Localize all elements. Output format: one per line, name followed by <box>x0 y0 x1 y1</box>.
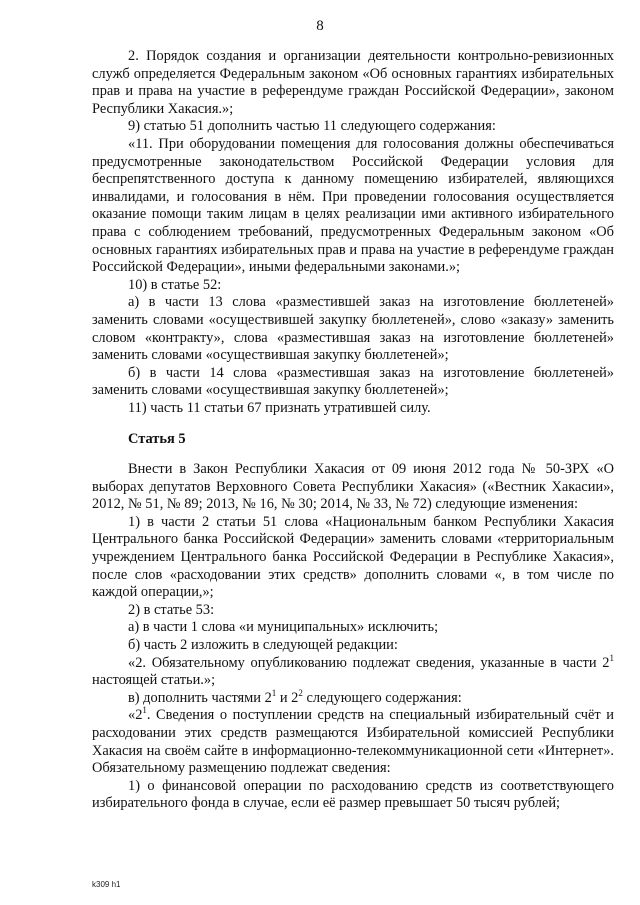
paragraph: а) в части 13 слова «разместившей заказ на изготовление бюллетеней» заменить словами «осуществившей закупку бюллетеней», слово «заказу» заменить словом «контракту», слова «разместившая заказ на изготовление бюллетеней» заменить словами «осуществившая закупку бюллетеней»; <box>92 294 614 364</box>
paragraph: 1) в части 2 статьи 51 слова «Национальным банком Республики Хакасия Центрального банка Российской Федерации» заменить словами «территориальным учреждением Центрального банка Российской Федерации в Республике Хакасия», после слов «расходовании этих средств» дополнить словами «, в том числе по каждой операции,»; <box>92 513 614 601</box>
paragraph: 1) о финансовой операции по расходованию средств из соответствующего избирательного фонда в случае, если её размер превышает 50 тысяч рублей; <box>92 777 614 812</box>
superscript: 1 <box>271 687 277 698</box>
paragraph-part2 <box>92 652 614 690</box>
paragraph: «11. При оборудовании помещения для голосования должны обеспечиваться предусмотренные законодательством Российской Федерации условия для беспрепятственного доступа к данному помещению избирателей, являющихся инвалидами, и голосования в нём. При проведении голосования осуществляется оказание помощи таким лицам в целях реализации ими активного избирательного права с соблюдением требований, предусмотренных Федеральным законом «Об основных гарантиях избирательных прав и права на участие в референдуме граждан Российской Федерации», иными федеральными законами.»; <box>92 135 614 276</box>
paragraph: 2. Порядок создания и организации деятельности контрольно-ревизионных служб определяется Федеральным законом «Об основных гарантиях избирательных прав и права на участие в референдуме граждан Российской Федерации», законом Республики Хакасия.»; <box>92 48 614 117</box>
paragraph: 11) часть 11 статьи 67 признать утратившей силу. <box>128 399 431 416</box>
superscript: 1 <box>609 652 614 663</box>
paragraph: 9) статью 51 дополнить частью 11 следующего содержания: <box>128 118 496 135</box>
page-number: 8 <box>316 18 324 34</box>
paragraph: б) часть 2 изложить в следующей редакции: <box>128 637 398 653</box>
text-run: настоящей статьи.»; <box>92 672 216 689</box>
paragraph-quote <box>92 707 614 777</box>
text-run: и 2 <box>276 689 299 706</box>
text-run: «2. Обязательному опубликованию подлежат сведения, указанные в части 2 <box>128 654 610 671</box>
superscript: 1 <box>142 705 147 716</box>
paragraph: Внести в Закон Республики Хакасия от 09 июня 2012 года № 50-ЗРХ «О выборах депутатов Верховного Совета Республики Хакасия» («Вестник Хакасии», 2012, № 51, № 89; 2013, № 16, № 30; 2014, № 33, № 72) следующие изменения: <box>92 461 614 513</box>
text-run: в) дополнить частями 2 <box>128 689 272 706</box>
footer-code: k309 h1 <box>92 880 121 889</box>
paragraph: 2) в статье 53: <box>128 601 215 618</box>
text-run: . Сведения о поступлении средств на специальный избирательный счёт и расходовании этих средств размещаются Избирательной комиссией Республики Хакасия на своём сайте в информационно-телекоммуникационной сети «Интернет». Обязательному размещению подлежат сведения: <box>92 707 614 777</box>
superscript: 2 <box>298 687 303 698</box>
text-run: следующего содержания: <box>302 689 462 706</box>
paragraph: б) в части 14 слова «разместившая заказ на изготовление бюллетеней» заменить словами «осуществившая закупку бюллетеней»; <box>92 364 614 399</box>
article-heading: Статья 5 <box>128 431 186 448</box>
document-body <box>92 48 614 813</box>
paragraph-add-parts <box>92 687 614 708</box>
text-run: «2 <box>128 707 143 724</box>
paragraph: а) в части 1 слова «и муниципальных» исключить; <box>128 619 439 636</box>
paragraph: 10) в статье 52: <box>128 276 222 293</box>
